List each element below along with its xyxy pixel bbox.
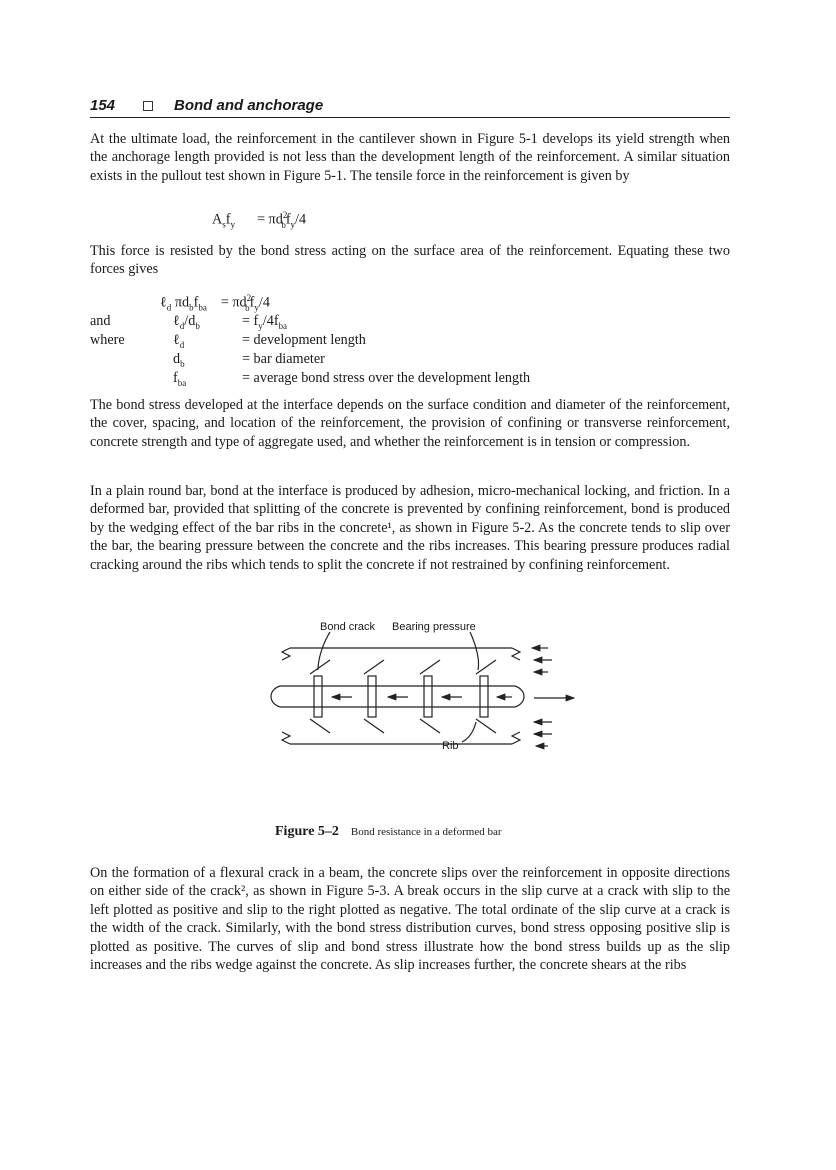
bar-right-end — [515, 686, 524, 707]
paragraph-4: In a plain round bar, bond at the interface is produced by adhesion, micro-mechanical locking, and friction. In a deformed bar, provided that splitting of the concrete is prevented by confining reinforcement, bond is produced by the wedging effect of the bar ribs in the concrete¹, as shown in Figure 5-2. As the concrete tends to slip over the bar, the bearing pressure between the concrete and the ribs increases. This bearing pressure produces radial cracking around the ribs which tends to split the concrete if not restrained by confining reinforcement. — [90, 483, 730, 573]
ratio-lhs: $\ell_d/d_b$ — [173, 313, 200, 331]
where-label: where — [90, 332, 125, 348]
paragraph-1: At the ultimate load, the reinforcement in the cantilever shown in Figure 5-1 develops its yield strength when the anchorage length provided is not less than the development length of the reinforcement. A similar situation exists in the pullout test shown in Figure 5-1. The tensile force in the reinforcement is given by — [90, 131, 730, 184]
concrete-right-break-top — [512, 648, 520, 660]
paragraph-3: The bond stress developed at the interface depends on the surface condition and diameter of the reinforcement, the cover, spacing, and location of the reinforcement, the provision of confining or transverse reinforcement, concrete strength and type of aggregate used, and whether the reinforcement is in tension or compression. — [90, 397, 730, 450]
definition-text: = average bond stress over the development length — [242, 370, 531, 386]
symbol-ld: ℓ$_d$ — [173, 332, 185, 350]
and-label: and — [90, 313, 111, 329]
definition-text: = bar diameter — [242, 351, 325, 367]
symbol-fba: $f_{ba}$ — [173, 370, 187, 388]
crack-line — [420, 719, 440, 733]
label-bond-crack: Bond crack — [320, 621, 376, 633]
caption-number: Figure 5–2 — [275, 824, 339, 839]
label-bearing-pressure: Bearing pressure — [392, 621, 476, 633]
chapter-title: Bond and anchorage — [174, 97, 324, 114]
symbol-db: $d_b$ — [173, 351, 185, 369]
concrete-left-break-top — [282, 648, 290, 660]
rib — [314, 676, 322, 717]
concrete-right-break-bottom — [512, 732, 520, 744]
crack-line — [364, 660, 384, 674]
ratio-rhs: = $f_y/4f_{ba}$ — [242, 313, 288, 331]
figure-caption — [275, 822, 502, 840]
equation-tensile-force: $A_sf_y = \pi d^2_bf_y/4$ — [212, 210, 307, 230]
rib — [480, 676, 488, 717]
crack-line — [420, 660, 440, 674]
rib-leader — [462, 722, 476, 742]
concrete-left-break-bottom — [282, 732, 290, 744]
bar-left-end — [271, 686, 280, 707]
crack-line — [364, 719, 384, 733]
paragraph-5: On the formation of a flexural crack in a beam, the concrete slips over the reinforcement in opposite directions on either side of the crack², as shown in Figure 5-3. A break occurs in the slip curve at a crack with slip to the left plotted as positive and slip to the right plotted as negative. The total ordinate of the slip curve at a crack is the width of the crack. Similarly, with the bond stress distribution curves, bond stress opposing positive slip is plotted as positive. The curves of slip and bond stress illustrate how the bond stress builds up as the slip increases and the ribs wedge against the concrete. As slip increases further, the concrete shears at the ribs — [90, 865, 730, 974]
rib — [368, 676, 376, 717]
crack-line — [310, 660, 330, 674]
rib — [424, 676, 432, 717]
crack-line — [310, 719, 330, 733]
caption-text: Bond resistance in a deformed bar — [350, 826, 502, 838]
paragraph-2: This force is resisted by the bond stress acting on the surface area of the reinforcement. Equating these two forces gives — [90, 243, 730, 278]
equation-bond-equilibrium: ℓ$_d$ $\pi d_bf_{ba} = \pi d^2_bf_y/4$ — [160, 293, 270, 313]
definition-text: = development length — [242, 332, 366, 348]
crack-line — [476, 719, 496, 733]
page-number: 154 — [90, 97, 116, 114]
label-rib: Rib — [442, 740, 459, 752]
bearing-pressure-leader — [470, 632, 479, 670]
